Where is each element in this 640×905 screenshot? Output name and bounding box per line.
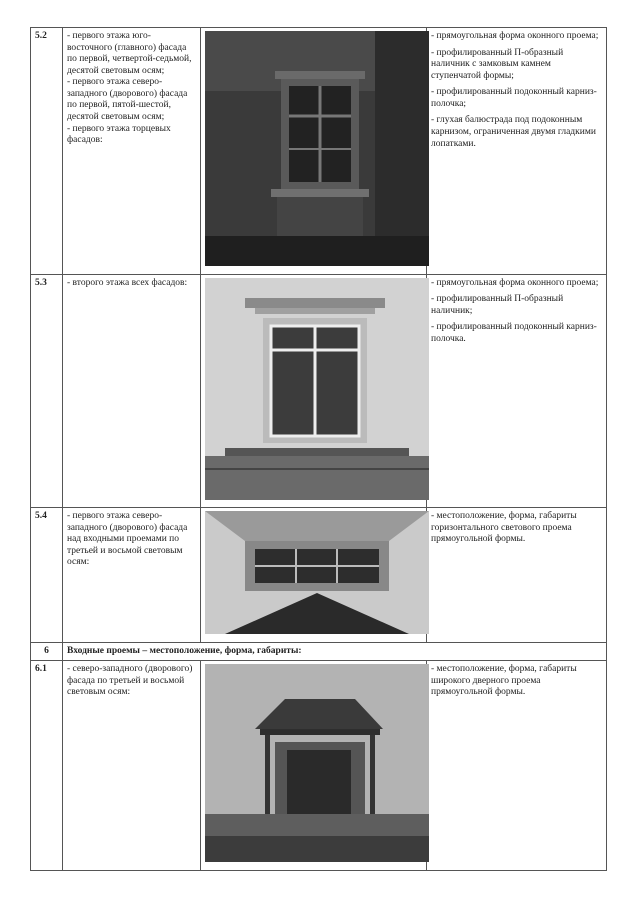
monument-subject-table [30,27,607,871]
note-item: - местоположение, форма, габариты горизонтального светового проема прямоугольной формы. [431,511,577,545]
row-description [63,508,201,643]
note-item: - профилированный подоконный карниз-полочка. [431,322,597,344]
window-photo-image [205,511,429,634]
section-header-row [31,642,607,661]
description-text: - первого этажа юго-восточного (главного) фасада по первой, четвертой-седьмой, десятой световым осям; - первого этажа северо-западного (дворового) фасада по первой, пятой-шестой, десятой световым осям; - первого этажа торцевых фасадов: [67,31,192,146]
section-title: Входные проемы – местоположение, форма, габариты: [63,642,607,661]
row-description [63,28,201,275]
description-text: - северо-западного (дворового) фасада по третьей и восьмой световым осям: [67,664,193,698]
note-item: - прямоугольная форма оконного проема; [431,31,599,41]
row-notes [427,28,607,275]
window-photo [201,508,427,643]
row-number: 6.1 [31,661,63,871]
window-photo-image [205,278,429,500]
table-row [31,274,607,508]
window-photo [201,274,427,508]
row-number: 5.2 [31,28,63,275]
description-text: - второго этажа всех фасадов: [67,277,188,288]
row-notes [427,508,607,643]
note-item: - профилированный П-образный наличник; [431,294,564,316]
window-photo [201,28,427,275]
row-number: 5.3 [31,274,63,508]
row-description [63,274,201,508]
note-item: - прямоугольная форма оконного проема; [431,277,599,288]
table-row [31,28,607,275]
table-row [31,661,607,871]
row-notes [427,661,607,871]
note-item: - профилированный П-образный наличник с замковым камнем ступенчатой формы; [431,47,564,81]
note-item: - профилированный подоконный карниз-полочка; [431,87,597,109]
window-photo-image [205,31,429,266]
row-notes [427,274,607,508]
row-number: 5.4 [31,508,63,643]
note-item: - глухая балюстрада под подоконным карнизом, ограниченная двумя гладкими лопатками. [431,115,596,149]
description-text: - первого этажа северо-западного (дворового) фасада над входными проемами по третьей и восьмой световым осям: [67,511,188,568]
entrance-photo-image [205,664,429,862]
note-item: - местоположение, форма, габариты широкого дверного проема прямоугольной формы. [431,664,577,698]
row-number: 6 [31,642,63,661]
entrance-photo [201,661,427,871]
row-description [63,661,201,871]
table-row [31,508,607,643]
